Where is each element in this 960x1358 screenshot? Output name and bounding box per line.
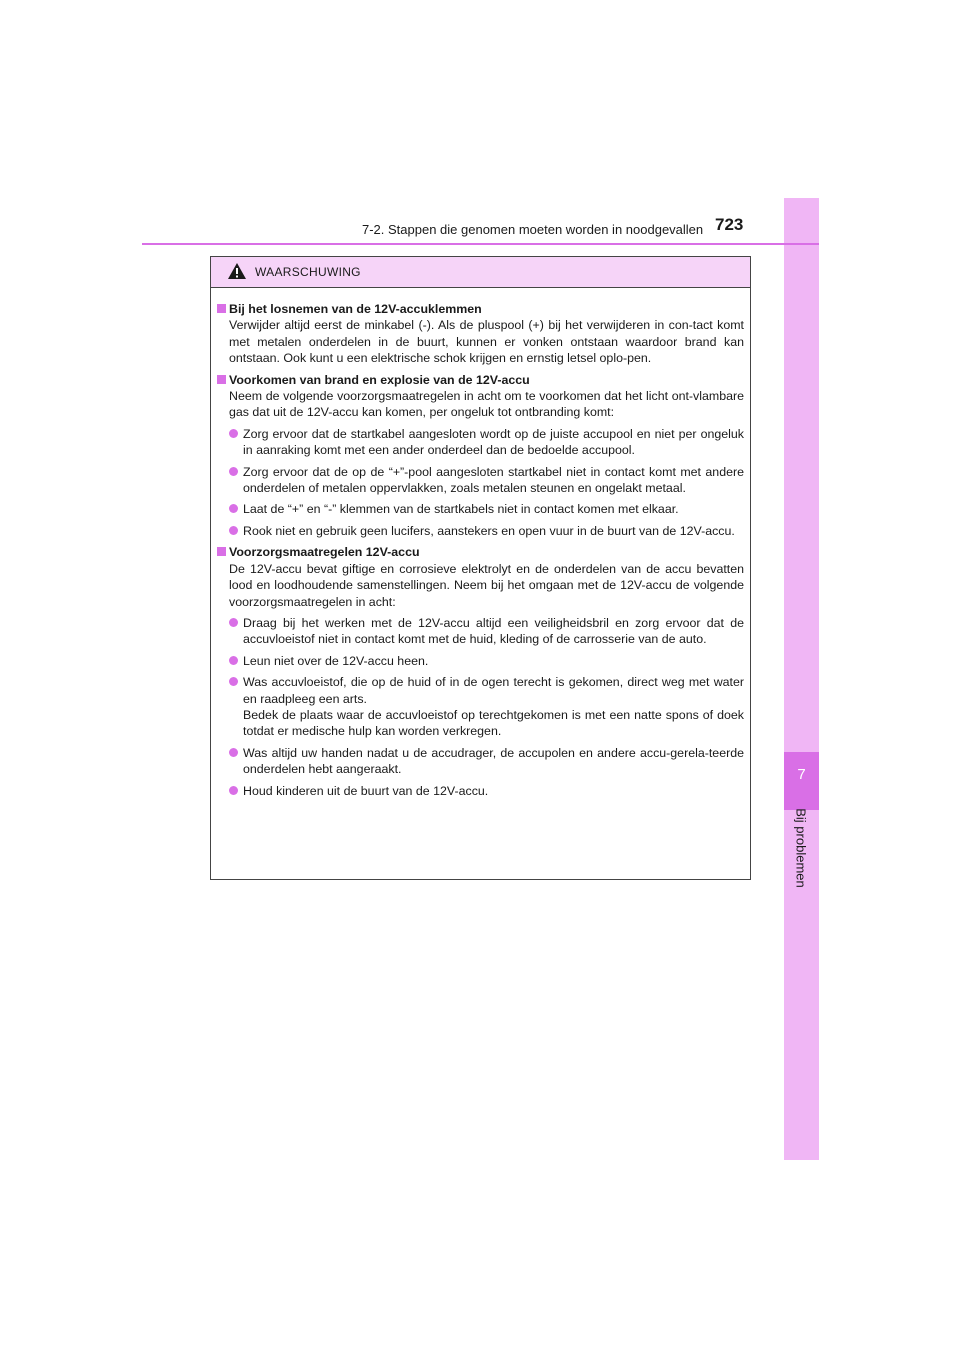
chapter-label: Bij problemen [793, 808, 809, 888]
bullet-item [229, 523, 744, 539]
bullet-dot-icon [229, 748, 238, 757]
bullet-text: Draag bij het werken met de 12V-accu altijd een veiligheidsbril en zorg ervoor dat de accuvloeistof niet in contact komt met de huid, kleding of de carrosserie van de auto. [243, 615, 744, 647]
bullet-text: Zorg ervoor dat de op de “+”-pool aangesloten startkabel niet in contact komt met andere onderdelen of metalen oppervlakken, zoals metalen steunen en ongelakt metaal. [243, 464, 744, 496]
bullet-text: Leun niet over de 12V-accu heen. [243, 653, 429, 668]
bullet-dot-icon [229, 677, 238, 686]
bullet-text: Rook niet en gebruik geen lucifers, aanstekers en open vuur in de buurt van de 12V-accu. [243, 523, 735, 538]
section-body: Neem de volgende voorzorgsmaatregelen in acht om te voorkomen dat het licht ont-vlambare gas dat uit de 12V-accu kan komen, per ongeluk tot ontbranding komt: [229, 389, 744, 420]
bullet-item [229, 653, 744, 669]
header-section-title: 7-2. Stappen die genomen moeten worden in noodgevallen [362, 222, 704, 237]
warning-section [217, 301, 744, 367]
section-title: Voorkomen van brand en explosie van de 12V-accu [229, 372, 530, 387]
section-title: Voorzorgsmaatregelen 12V-accu [229, 545, 420, 560]
bullet-dot-icon [229, 504, 238, 513]
bullet-text: Houd kinderen uit de buurt van de 12V-accu. [243, 783, 489, 798]
header-rule [142, 243, 819, 245]
warning-header [211, 257, 750, 288]
chapter-number: 7 [797, 766, 806, 783]
bullet-dot-icon [229, 429, 238, 438]
bullet-item [229, 745, 744, 778]
warning-box [210, 256, 751, 880]
chapter-side-tab [784, 198, 819, 1160]
warning-title: WAARSCHUWING [255, 265, 361, 279]
bullet-item [229, 615, 744, 648]
bullet-dot-icon [229, 656, 238, 665]
bullet-extra-text: Bedek de plaats waar de accuvloeistof op terechtgekomen is met een natte spons of doek totdat er medische hulp kan worden verkregen. [243, 707, 744, 739]
warning-section [217, 544, 744, 799]
section-title: Bij het losnemen van de 12V-accuklemmen [229, 302, 482, 316]
bullet-item [229, 464, 744, 497]
bullet-dot-icon [229, 786, 238, 795]
warning-content [217, 301, 744, 804]
section-body: Verwijder altijd eerst de minkabel (-). Als de pluspool (+) bij het verwijderen in con-tact komt met metalen onderdelen in de buurt, kunnen er vonken ontstaan waardoor brand kan ontstaan. Ook kunt u een elektrische schok krijgen en ernstig letsel oplo-pen. [229, 318, 744, 366]
bullet-dot-icon [229, 526, 238, 535]
bullet-item [229, 501, 744, 517]
section-square-marker [217, 375, 226, 384]
section-body: De 12V-accu bevat giftige en corrosieve elektrolyt en de onderdelen van de accu bevatten lood en loodhoudende samenstellingen. Neem bij het omgaan met de 12V-accu de volgende voorzorgsmaatregelen in acht: [229, 561, 744, 609]
bullet-item [229, 783, 744, 799]
bullet-text: Was altijd uw handen nadat u de accudrager, de accupolen en andere accu-gerela-teerde onderdelen hebt aangeraakt. [243, 745, 744, 777]
bullet-item [229, 674, 744, 740]
warning-section [217, 372, 744, 540]
bullet-text: Zorg ervoor dat de startkabel aangesloten wordt op de juiste accupool en niet per ongeluk in aanraking komt met een ander onderdeel dan de bedoelde accupool. [243, 426, 744, 458]
section-square-marker [217, 304, 226, 313]
page-number: 723 [715, 215, 744, 234]
section-square-marker [217, 547, 226, 556]
bullet-dot-icon [229, 618, 238, 627]
bullet-text: Was accuvloeistof, die op de huid of in de ogen terecht is gekomen, direct weg met water en raadpleeg een arts. [243, 675, 744, 706]
bullet-item [229, 426, 744, 459]
bullet-text: Laat de “+” en “-” klemmen van de startkabels niet in contact komen met elkaar. [243, 502, 679, 517]
warning-triangle-icon [227, 262, 247, 280]
bullet-dot-icon [229, 467, 238, 476]
